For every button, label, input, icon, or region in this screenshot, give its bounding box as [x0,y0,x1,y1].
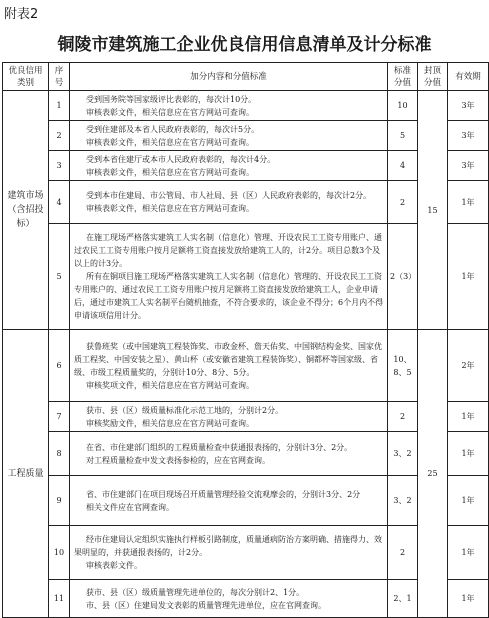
criteria-line: 受到国务院等国家级评比表彰的，每次计10分。 [86,94,257,104]
row-seq: 9 [49,476,70,526]
criteria-line: 所有在铜项目施工现场严格落实建筑工人实名制（信息化）管理的、开设农民工工资专用账户的、通过农民工工资专用账户按月足额将工资直接发放给建筑工人，企业申请后，通过市建筑工人实名制平台随机抽查，不符合要求的，该企业不得分；6个月内不得申请该项信用计分。 [74,272,384,320]
row-validity: 2年 [448,330,489,402]
row-seq: 2 [49,121,70,151]
row-seq: 11 [49,580,70,618]
cap-cell-market: 15 [418,91,448,330]
credit-score-table [2,62,489,618]
criteria-line: 市、县（区）住建局发文表彰的质量管理先进单位，应在官网查询。 [86,600,326,610]
table-row [3,151,489,181]
row-score: 2、1 [388,580,418,618]
row-seq: 3 [49,151,70,181]
row-criteria [70,330,388,402]
criteria-line: 受到本省住建厅或本市人民政府表彰的，每次计4分。 [86,154,276,164]
row-criteria [70,121,388,151]
row-criteria [70,526,388,580]
criteria-line: 获鲁班奖（或中国建筑工程装饰奖、市政金杯、詹天佑奖、中国钢结构金奖、国家优质工程奖、中国安装之星）、黄山杯（或安徽省建筑工程装饰奖）、铜都杯等国家级、省级、市级工程质量奖的，分别计10分、8分、5分。 [74,341,382,377]
row-validity: 3年 [448,121,489,151]
criteria-line: 审核奖励文件，相关信息应在官方网站可查询。 [86,418,254,428]
row-score: 2 [388,181,418,224]
table-row [3,330,489,402]
category-cell-market: 建筑市场（含招投标） [3,91,49,330]
row-criteria [70,181,388,224]
row-criteria [70,224,388,330]
row-validity: 1年 [448,224,489,330]
header-seq: 序号 [49,63,70,91]
cap-cell-quality: 25 [418,330,448,618]
criteria-line: 审核表彰文件，相关信息应在官方网站可查询。 [86,107,254,117]
row-score: 4 [388,151,418,181]
criteria-line: 审核表彰文件，相关信息应在官方网站可查询。 [86,167,254,177]
row-score: 2 [388,402,418,432]
criteria-line: 经市住建局认定组织实施执行样板引路制度，质量通病防治方案明确、措施得力、效果明显的，并获通报表扬的，计2分。 [74,535,382,557]
table-row [3,432,489,476]
row-seq: 10 [49,526,70,580]
row-score: 3、2 [388,476,418,526]
header-cap: 封顶分值 [418,63,448,91]
criteria-line: 审核表彰文件，相关信息应在官方网站可查询。 [86,204,254,213]
criteria-line: 对工程质量检查中发文表扬参检的，应在官网查询。 [86,455,270,465]
row-validity: 1年 [448,432,489,476]
row-score: 2 [388,526,418,580]
row-score: 5 [388,121,418,151]
criteria-line: 审核奖项文件，相关信息应在官方网站可查询。 [86,380,254,390]
header-score: 标准分值 [388,63,418,91]
criteria-line: 在省、市住建部门组织的工程质量检查中获通报表扬的，分别计3分、2分。 [86,442,353,452]
row-validity: 3年 [448,151,489,181]
row-seq: 4 [49,181,70,224]
header-criteria: 加分内容和分值标准 [70,63,388,91]
table-header-row [3,63,489,91]
row-criteria [70,476,388,526]
row-criteria [70,402,388,432]
row-seq: 5 [49,224,70,330]
row-validity: 3年 [448,91,489,121]
row-criteria [70,91,388,121]
row-score: 3、2 [388,432,418,476]
criteria-line: 省、市住建部门在项目现场召开质量管理经验交流观摩会的，分别计3分、2分 [86,489,361,499]
criteria-line: 审核表彰文件。 [86,561,142,570]
row-criteria [70,432,388,476]
criteria-line: 相关文件应在官网查询。 [86,502,174,512]
table-row [3,181,489,224]
header-validity: 有效期 [448,63,489,91]
row-seq: 1 [49,91,70,121]
table-row [3,224,489,330]
criteria-line: 获市、县（区）级质量管理先进单位的，每次分别计2、1分。 [86,587,305,597]
table-row [3,526,489,580]
header-category: 优良信用类别 [3,63,49,91]
criteria-line: 在施工现场严格落实建筑工人实名制（信息化）管理、开设农民工工资专用账户、通过农民工工资专用账户按月足额将工资直接发放给建筑工人的，计2分。项目总数3个及以上的计3分。 [74,233,382,268]
row-score: 10 [388,91,418,121]
row-score: 2（3） [388,224,418,330]
row-criteria [70,151,388,181]
table-row [3,476,489,526]
row-validity: 1年 [448,402,489,432]
table-row [3,91,489,121]
row-seq: 6 [49,330,70,402]
document-title: 铜陵市建筑施工企业优良信用信息清单及计分标准 [57,35,432,55]
row-validity: 1年 [448,526,489,580]
category-cell-quality: 工程质量 [3,330,49,618]
table-row [3,121,489,151]
criteria-line: 受到本市住建局、市公管局、市人社局、县（区）人民政府表彰的，每次计2分。 [86,191,372,200]
row-validity: 1年 [448,580,489,618]
row-validity: 1年 [448,476,489,526]
row-seq: 8 [49,432,70,476]
criteria-line: 获市、县（区）级质量标准化示范工地的，分别计2分。 [86,405,284,415]
row-validity: 1年 [448,181,489,224]
table-row [3,402,489,432]
criteria-line: 审核表彰文件，相关信息应在官方网站可查询。 [86,137,254,147]
attachment-label: 附表2 [4,7,39,22]
row-score: 10、8、5 [388,330,418,402]
criteria-line: 受到住建部及本省人民政府表彰的，每次计5分。 [86,124,260,134]
row-seq: 7 [49,402,70,432]
